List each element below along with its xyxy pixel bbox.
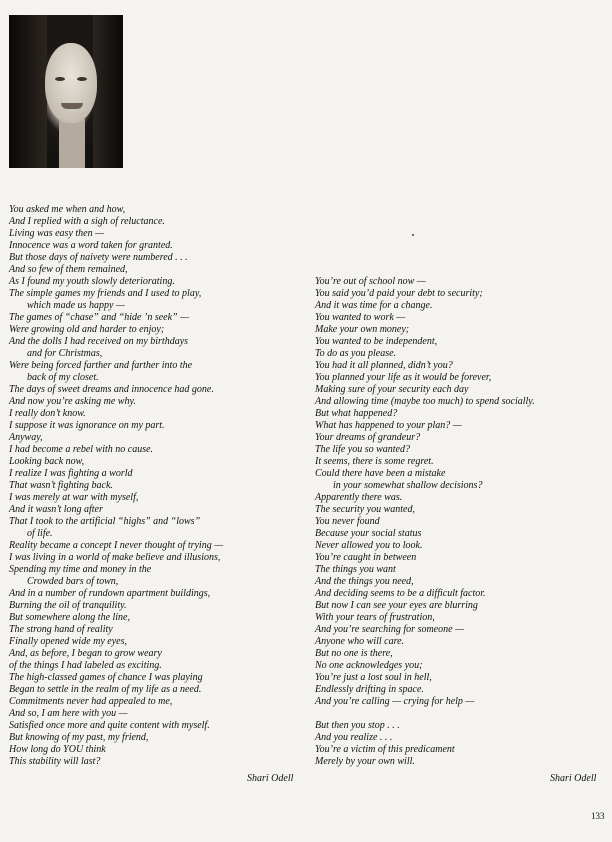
poem-line: I had become a rebel with no cause. (9, 444, 154, 455)
poem-line: But somewhere along the line, (9, 612, 130, 623)
poem-line: And it wasn’t long after (9, 504, 103, 515)
poem-right-column (315, 276, 535, 768)
poem-line: And now you’re asking me why. (9, 396, 136, 407)
poem-line: The simple games my friends and I used to play, (9, 288, 202, 299)
poem-line: And so, I am here with you — (9, 708, 128, 719)
poem-line: You wanted to be independent, (315, 336, 438, 347)
poem-line: You had it all planned, didn’t you? (315, 360, 453, 371)
print-speck (412, 234, 414, 236)
poem-line: I was merely at war with myself, (9, 492, 139, 503)
poem-line: You’re out of school now — (315, 276, 426, 287)
poem-line: Could there have been a mistake (315, 468, 446, 479)
poem-line: What has happened to your plan? — (315, 420, 462, 431)
poem-line: Burning the oil of tranquility. (9, 600, 127, 611)
poem-line: The things you want (315, 564, 396, 575)
poem-line: Anyway, (9, 432, 43, 443)
poem-line: back of my closet. (27, 372, 99, 383)
poem-line: I suppose it was ignorance on my part. (9, 420, 165, 431)
poem-line: But knowing of my past, my friend, (9, 732, 149, 743)
poem-line: This stability will last? (9, 756, 101, 767)
page-number: 133 (591, 811, 605, 821)
poem-line: And the things you need, (315, 576, 414, 587)
poem-line: Finally opened wide my eyes, (9, 636, 128, 647)
poem-line: Spending my time and money in the (9, 564, 152, 575)
poem-line: To do as you please. (315, 348, 397, 359)
poem-line: And the dolls I had received on my birthdays (9, 336, 189, 347)
poem-line: And you’re searching for someone — (315, 624, 464, 635)
poem-line: But no one is there, (315, 648, 393, 659)
poem-line: But now I can see your eyes are blurring (315, 600, 478, 611)
poem-line: That I took to the artificial “highs” and “lows” (9, 516, 201, 527)
poem-line: How long do YOU think (9, 744, 106, 755)
poem-line: Living was easy then — (9, 228, 104, 239)
poem-line: The high-classed games of chance I was playing (9, 672, 203, 683)
poem-line: The life you so wanted? (315, 444, 410, 455)
poem-line: Were growing old and harder to enjoy; (9, 324, 165, 335)
poem-line: which made us happy — (27, 300, 125, 311)
poem-line: Endlessly drifting in space. (315, 684, 424, 695)
poem-line: And, as before, I began to grow weary (9, 648, 162, 659)
poem-line: And so few of them remained, (9, 264, 128, 275)
poem-line: Looking back now, (9, 456, 85, 467)
poem-line: Crowded bars of town, (27, 576, 119, 587)
poem-line: Never allowed you to look. (315, 540, 423, 551)
poem-line: No one acknowledges you; (315, 660, 423, 671)
poem-line: You asked me when and how, (9, 204, 126, 215)
poem-line: Make your own money; (315, 324, 410, 335)
poem-line: With your tears of frustration, (315, 612, 435, 623)
poem-line: I realize I was fighting a world (9, 468, 133, 479)
poem-line: You said you’d paid your debt to security; (315, 288, 483, 299)
poem-line: And allowing time (maybe too much) to spend socially. (315, 396, 535, 407)
poem-line: in your somewhat shallow decisions? (333, 480, 483, 491)
signature-left: Shari Odell (247, 773, 294, 784)
poem-line: And deciding seems to be a difficult factor. (315, 588, 486, 599)
poem-line: Making sure of your security each day (315, 384, 469, 395)
poem-line: Reality became a concept I never thought of trying — (9, 540, 224, 551)
poem-line: It seems, there is some regret. (315, 456, 434, 467)
poem-line: Because your social status (315, 528, 422, 539)
poem-line: You planned your life as it would be forever, (315, 372, 492, 383)
poem-line: I was living in a world of make believe and illusions, (9, 552, 221, 563)
poem-line: Apparently there was. (315, 492, 403, 503)
poem-line: And I replied with a sigh of reluctance. (9, 216, 165, 227)
poem-line: You never found (315, 516, 380, 527)
poem-line: And you realize . . . (315, 732, 393, 743)
poem-line: Merely by your own will. (315, 756, 415, 767)
poem-left-column (9, 204, 223, 768)
poem-line: You wanted to work — (315, 312, 406, 323)
poem-line: The days of sweet dreams and innocence had gone. (9, 384, 214, 395)
poem-line: Satisfied once more and quite content with myself. (9, 720, 210, 731)
portrait-photo (9, 15, 123, 168)
poem-line: The strong hand of reality (9, 624, 113, 635)
poem-line: But those days of naivety were numbered . . . (9, 252, 188, 263)
poem-line: As I found my youth slowly deteriorating. (9, 276, 175, 287)
poem-line: And you’re calling — crying for help — (315, 696, 475, 707)
poem-line: But what happened? (315, 408, 398, 419)
poem-line: You’re caught in between (315, 552, 417, 563)
poem-line: Innocence was a word taken for granted. (9, 240, 173, 251)
poem-line: Your dreams of grandeur? (315, 432, 421, 443)
poem-line: of the things I had labeled as exciting. (9, 660, 162, 671)
poem-line: of life. (27, 528, 53, 539)
poem-line: and for Christmas, (27, 348, 103, 359)
poem-line: That wasn’t fighting back. (9, 480, 113, 491)
poem-line: You’re just a lost soul in hell, (315, 672, 432, 683)
poem-line: And in a number of rundown apartment buildings, (9, 588, 211, 599)
poem-line: Began to settle in the realm of my life as a need. (9, 684, 202, 695)
signature-right: Shari Odell (550, 773, 597, 784)
poem-line: Were being forced farther and farther into the (9, 360, 193, 371)
poem-line: Anyone who will care. (315, 636, 405, 647)
poem-line (315, 708, 535, 720)
poem-line: And it was time for a change. (315, 300, 433, 311)
poem-line: I really don’t know. (9, 408, 86, 419)
poem-line: The security you wanted, (315, 504, 415, 515)
poem-line: Commitments never had appealed to me, (9, 696, 173, 707)
poem-line: You’re a victim of this predicament (315, 744, 455, 755)
poem-line: But then you stop . . . (315, 720, 400, 731)
poem-line: The games of “chase” and “hide ’n seek” — (9, 312, 189, 323)
